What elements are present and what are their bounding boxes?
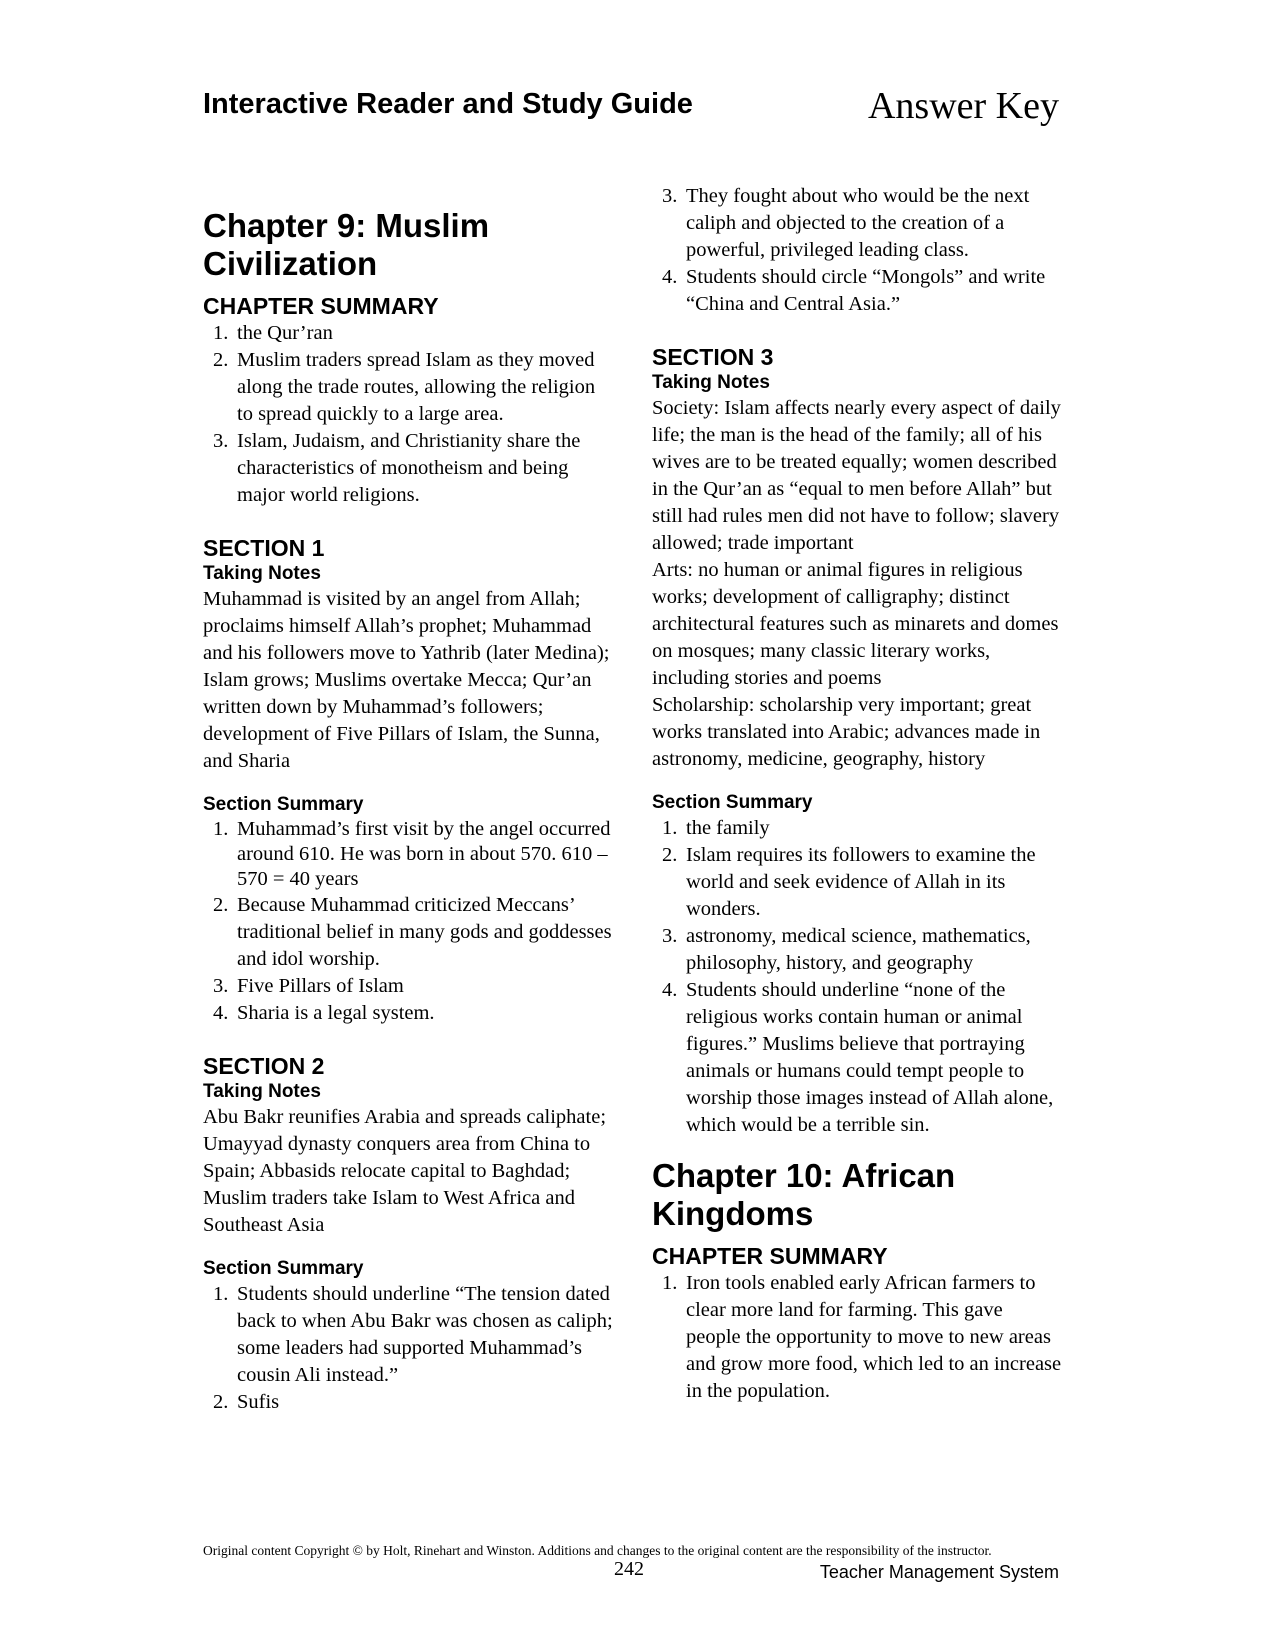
section-2-heading: SECTION 2 (203, 1053, 325, 1079)
list-item: 3. They fought about who would be the next caliph and objected to the creation of a powerful, privileged leading class. (662, 185, 1030, 261)
list-item: 1. Muhammad’s first visit by the angel occurred around 610. He was born in about 570. 610 – 570 = 40 years (213, 818, 611, 890)
guide-title: Interactive Reader and Study Guide (203, 88, 693, 120)
chapter-10-summary-heading: CHAPTER SUMMARY (652, 1243, 888, 1269)
list-item: 1. Students should underline “The tension dated back to when Abu Bakr was chosen as caliph; some leaders had supported Muhammad’s cousin Ali instead.” (213, 1283, 613, 1386)
list-item: 3. astronomy, medical science, mathematics, philosophy, history, and geography (662, 925, 1031, 974)
list-item: 2. Because Muhammad criticized Meccans’ traditional belief in many gods and goddesses and idol worship. (213, 894, 612, 970)
left-column (203, 207, 613, 1416)
list-item: 2. Sufis (213, 1391, 280, 1413)
section-3-heading: SECTION 3 (652, 344, 774, 370)
chapter-9-title: Chapter 9: Muslim Civilization (203, 207, 490, 282)
section-2-summary-heading: Section Summary (203, 1258, 364, 1279)
footer-system-label: Teacher Management System (819, 1562, 1059, 1582)
list-item: 1. the Qur’ran (213, 322, 333, 344)
answer-key-label: Answer Key (867, 85, 1059, 127)
chapter-10-summary-list (652, 1270, 1062, 1405)
section-1-summary-list (203, 817, 613, 1027)
chapter-summary-heading: CHAPTER SUMMARY (203, 293, 439, 319)
section-1-heading: SECTION 1 (203, 535, 325, 561)
section-3-notes-scholarship: Scholarship: scholarship very important; great works translated into Arabic; advances made in astronomy, medicine, geography, history (652, 694, 1041, 770)
section-3-notes-heading: Taking Notes (652, 372, 770, 393)
list-item: 2. Muslim traders spread Islam as they moved along the trade routes, allowing the religion to spread quickly to a large area. (213, 349, 596, 425)
list-item: 1. the family (662, 817, 770, 839)
list-item: 4. Sharia is a legal system. (213, 1002, 435, 1024)
right-column (652, 183, 1062, 1405)
section-2-notes: Abu Bakr reunifies Arabia and spreads caliphate; Umayyad dynasty conquers area from China to Spain; Abbasids relocate capital to Baghdad; Muslim traders take Islam to West Africa and Southeast Asia (203, 1106, 607, 1236)
section-3-summary-heading: Section Summary (652, 792, 813, 813)
list-item: 1. Iron tools enabled early African farmers to clear more land for farming. This gave people the opportunity to move to new areas and grow more food, which led to an increase in the population. (662, 1272, 1062, 1402)
page-number: 242 (614, 1558, 644, 1580)
section-3-notes-arts: Arts: no human or animal figures in religious works; development of calligraphy; distinct architectural features such as minarets and domes on mosques; many classic literary works, including stories and poems (652, 559, 1059, 689)
section-1-notes: Muhammad is visited by an angel from Allah; proclaims himself Allah’s prophet; Muhammad and his followers move to Yathrib (later Medina); Islam grows; Muslims overtake Mecca; Qur’an written down by Muhammad’s followers; development of Five Pillars of Islam, the Sunna, and Sharia (203, 588, 610, 772)
list-item: 3. Five Pillars of Islam (213, 975, 404, 997)
copyright-notice: Original content Copyright © by Holt, Rinehart and Winston. Additions and changes to the original content are the responsibility of the instructor. (203, 1543, 992, 1558)
section-2-summary-list-continued (652, 183, 1062, 318)
section-1-notes-heading: Taking Notes (203, 563, 321, 584)
list-item: 4. Students should underline “none of the religious works contain human or animal figures.” Muslims believe that portraying animals or humans could tempt people to worship those images instead of Allah alone, which would be a terrible sin. (662, 979, 1054, 1136)
section-3-summary-list (652, 815, 1062, 1139)
list-item: 2. Islam requires its followers to examine the world and seek evidence of Allah in its wonders. (662, 844, 1036, 920)
section-3-notes-society: Society: Islam affects nearly every aspect of daily life; the man is the head of the family; all of his wives are to be treated equally; women described in the Qur’an as “equal to men before Allah” but still had rules men did not have to follow; slavery allowed; trade important (652, 397, 1061, 554)
list-item: 3. Islam, Judaism, and Christianity share the characteristics of monotheism and being major world religions. (213, 430, 581, 506)
list-item: 4. Students should circle “Mongols” and write “China and Central Asia.” (662, 266, 1046, 315)
section-2-notes-heading: Taking Notes (203, 1081, 321, 1102)
chapter-10-title: Chapter 10: African Kingdoms (652, 1157, 956, 1232)
chapter-summary-list (203, 320, 613, 509)
section-1-summary-heading: Section Summary (203, 794, 364, 815)
section-2-summary-list (203, 1281, 613, 1416)
